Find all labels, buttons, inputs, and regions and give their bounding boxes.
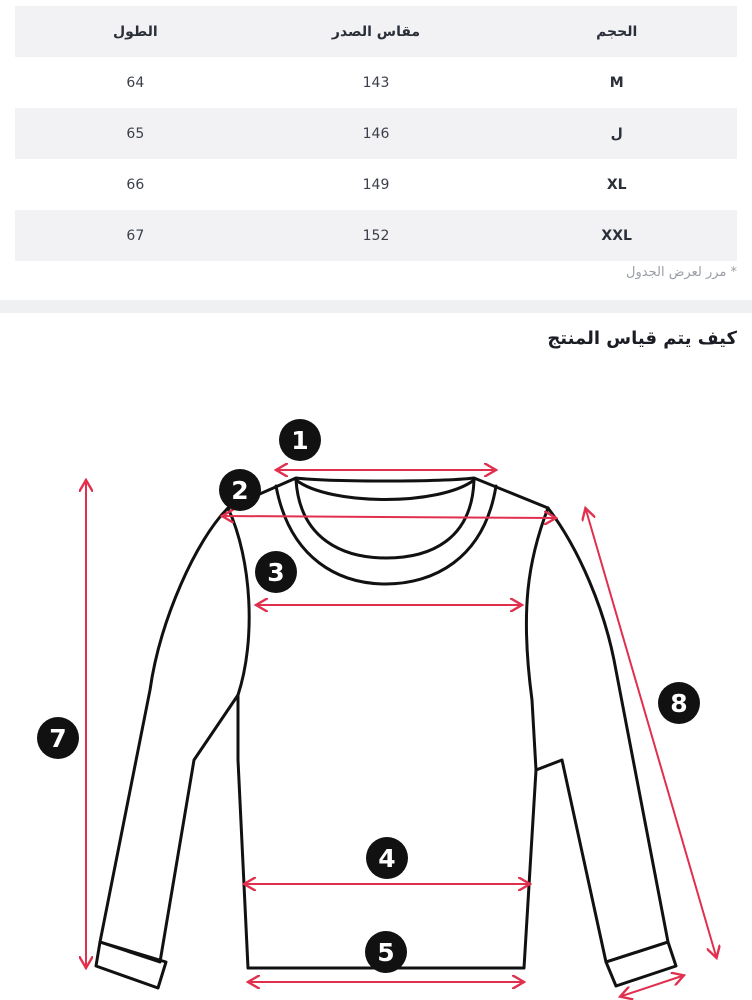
size-cell: ل bbox=[496, 108, 737, 159]
section-title: كيف يتم قياس المنتج bbox=[547, 328, 737, 349]
size-cell: M bbox=[609, 74, 624, 91]
arrow-8 bbox=[586, 510, 716, 956]
header-chest: مقاس الصدر bbox=[256, 6, 497, 57]
table-header-row bbox=[15, 6, 737, 57]
table-row bbox=[15, 210, 737, 261]
marker-7 bbox=[37, 717, 79, 759]
measurement-arrows bbox=[86, 470, 716, 996]
scroll-hint: * مرر لعرض الجدول bbox=[626, 265, 737, 280]
arrow-2 bbox=[224, 516, 554, 518]
sweater-outline bbox=[96, 478, 676, 988]
arrow-cuff bbox=[622, 976, 682, 996]
length-cell: 65 bbox=[15, 108, 256, 159]
marker-8 bbox=[658, 682, 700, 724]
svg-text:3: 3 bbox=[267, 558, 285, 587]
length-cell: 64 bbox=[126, 74, 145, 91]
table-row bbox=[15, 57, 737, 108]
marker-1 bbox=[279, 419, 321, 461]
length-cell: 67 bbox=[15, 210, 256, 261]
measurement-diagram bbox=[0, 400, 752, 1000]
svg-text:7: 7 bbox=[49, 724, 67, 753]
chest-cell: 146 bbox=[256, 108, 497, 159]
header-length: الطول bbox=[15, 6, 256, 57]
table-row bbox=[15, 108, 737, 159]
chest-cell: 152 bbox=[256, 210, 497, 261]
header-size: الحجم bbox=[496, 6, 737, 57]
size-table-container[interactable] bbox=[15, 6, 737, 261]
chest-cell: 149 bbox=[362, 176, 390, 193]
svg-text:8: 8 bbox=[670, 689, 688, 718]
section-divider bbox=[0, 300, 752, 313]
marker-4 bbox=[366, 837, 408, 879]
marker-2 bbox=[219, 469, 261, 511]
svg-text:2: 2 bbox=[231, 476, 249, 505]
size-cell: XL bbox=[606, 176, 627, 193]
svg-text:4: 4 bbox=[378, 844, 396, 873]
chest-cell: 143 bbox=[362, 74, 390, 91]
length-cell: 66 bbox=[126, 176, 145, 193]
size-table bbox=[15, 6, 737, 261]
marker-5 bbox=[365, 931, 407, 973]
marker-3 bbox=[255, 551, 297, 593]
svg-text:5: 5 bbox=[377, 938, 395, 967]
size-cell: XXL bbox=[496, 210, 737, 261]
table-row bbox=[15, 159, 737, 210]
svg-text:1: 1 bbox=[291, 426, 309, 455]
